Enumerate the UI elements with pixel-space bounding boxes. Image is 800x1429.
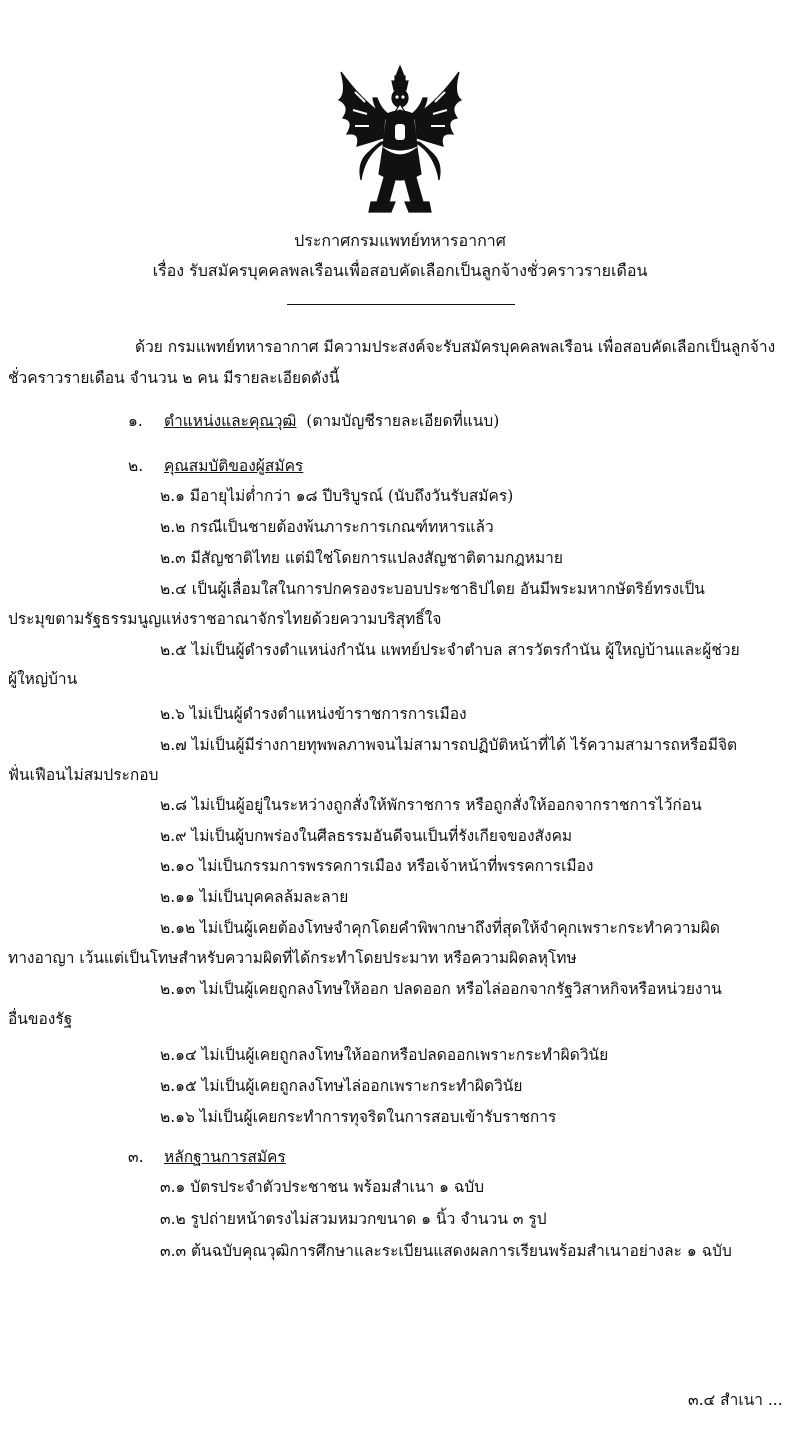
qualification-item-continued: ฟั่นเฟือนไม่สมประกอบ (8, 766, 159, 784)
section-2-heading (128, 455, 303, 477)
qualification-item: ๒.๑ มีอายุไม่ต่ำกว่า ๑๘ ปีบริบูรณ์ (นับถึงวันรับสมัคร) (160, 487, 514, 505)
document-item: ๓.๓ ต้นฉบับคุณวุฒิการศึกษาและระเบียนแสดงผลการเรียนพร้อมสำเนาอย่างละ ๑ ฉบับ (160, 1242, 732, 1260)
document-item: ๓.๑ บัตรประจำตัวประชาชน พร้อมสำเนา ๑ ฉบับ (160, 1178, 485, 1196)
qualification-item: ๒.๑๓ ไม่เป็นผู้เคยถูกลงโทษให้ออก ปลดออก หรือไล่ออกจากรัฐวิสาหกิจหรือหน่วยงาน (160, 980, 722, 998)
qualification-item: ๒.๑๕ ไม่เป็นผู้เคยถูกลงโทษไล่ออกเพราะกระทำผิดวินัย (160, 1077, 523, 1095)
title-divider (287, 304, 515, 305)
intro-paragraph-line-1: ด้วย กรมแพทย์ทหารอากาศ มีความประสงค์จะรับสมัครบุคคลพลเรือน เพื่อสอบคัดเลือกเป็นลูกจ้าง (135, 338, 776, 356)
qualification-item: ๒.๖ ไม่เป็นผู้ดำรงตำแหน่งข้าราชการการเมือง (160, 705, 467, 723)
qualification-item-continued: ผู้ใหญ่บ้าน (8, 670, 78, 688)
section-2-number: ๒. (128, 457, 144, 475)
qualification-item: ๒.๙ ไม่เป็นผู้บกพร่องในศีลธรรมอันดีจนเป็นที่รังเกียจของสังคม (160, 827, 573, 845)
qualification-item: ๒.๓ มีสัญชาติไทย แต่มิใช่โดยการแปลงสัญชาติตามกฎหมาย (160, 549, 563, 567)
qualification-item: ๒.๑๐ ไม่เป็นกรรมการพรรคการเมือง หรือเจ้าหน้าที่พรรคการเมือง (160, 857, 594, 875)
section-1-title: ตำแหน่งและคุณวุฒิ (164, 412, 297, 430)
announcement-title: ประกาศกรมแพทย์ทหารอากาศ (294, 231, 506, 250)
announcement-subject: เรื่อง รับสมัครบุคคลพลเรือนเพื่อสอบคัดเลือกเป็นลูกจ้างชั่วคราวรายเดือน (152, 261, 648, 280)
qualification-item: ๒.๑๔ ไม่เป็นผู้เคยถูกลงโทษให้ออกหรือปลดออกเพราะกระทำผิดวินัย (160, 1046, 609, 1064)
qualification-item-continued: ประมุขตามรัฐธรรมนูญแห่งราชอาณาจักรไทยด้วยความบริสุทธิ์ใจ (8, 610, 442, 628)
section-3-number: ๓. (128, 1148, 144, 1166)
qualification-item: ๒.๔ เป็นผู้เลื่อมใสในการปกครองระบอบประชาธิปไตย อันมีพระมหากษัตริย์ทรงเป็น (160, 580, 705, 598)
document-item: ๓.๒ รูปถ่ายหน้าตรงไม่สวมหมวกขนาด ๑ นิ้ว จำนวน ๓ รูป (160, 1210, 547, 1228)
qualification-item: ๒.๑๖ ไม่เป็นผู้เคยกระทำการทุจริตในการสอบเข้ารับราชการ (160, 1108, 557, 1126)
qualification-item-continued: อื่นของรัฐ (8, 1010, 73, 1028)
section-1-number: ๑. (128, 412, 143, 430)
qualification-item: ๒.๑๑ ไม่เป็นบุคคลล้มละลาย (160, 888, 349, 906)
intro-paragraph-line-2: ชั่วคราวรายเดือน จำนวน ๒ คน มีรายละเอียดดังนี้ (8, 369, 340, 387)
qualification-item: ๒.๗ ไม่เป็นผู้มีร่างกายทุพพลภาพจนไม่สามารถปฏิบัติหน้าที่ได้ ไร้ความสามารถหรือมีจิต (160, 736, 738, 754)
section-2-title: คุณสมบัติของผู้สมัคร (164, 457, 304, 475)
qualification-item: ๒.๒ กรณีเป็นชายต้องพ้นภาระการเกณฑ์ทหารแล้ว (160, 518, 494, 536)
qualification-item: ๒.๑๒ ไม่เป็นผู้เคยต้องโทษจำคุกโดยคำพิพากษาถึงที่สุดให้จำคุกเพราะกระทำความผิด (160, 919, 720, 937)
page-continuation: ๓.๔ สำเนา ... (688, 1391, 783, 1409)
section-1-note: (ตามบัญชีรายละเอียดที่แนบ) (306, 412, 500, 430)
qualification-item: ๒.๘ ไม่เป็นผู้อยู่ในระหว่างถูกสั่งให้พักราชการ หรือถูกสั่งให้ออกจากราชการไว้ก่อน (160, 796, 702, 814)
section-1-heading (128, 410, 499, 432)
qualification-item: ๒.๕ ไม่เป็นผู้ดำรงตำแหน่งกำนัน แพทย์ประจำตำบล สารวัตรกำนัน ผู้ใหญ่บ้านและผู้ช่วย (160, 641, 740, 659)
qualification-item-continued: ทางอาญา เว้นแต่เป็นโทษสำหรับความผิดที่ได้กระทำโดยประมาท หรือความผิดลหุโทษ (8, 949, 577, 967)
section-3-title: หลักฐานการสมัคร (164, 1148, 286, 1166)
garuda-emblem-icon (325, 62, 475, 222)
section-3-heading (128, 1146, 286, 1168)
